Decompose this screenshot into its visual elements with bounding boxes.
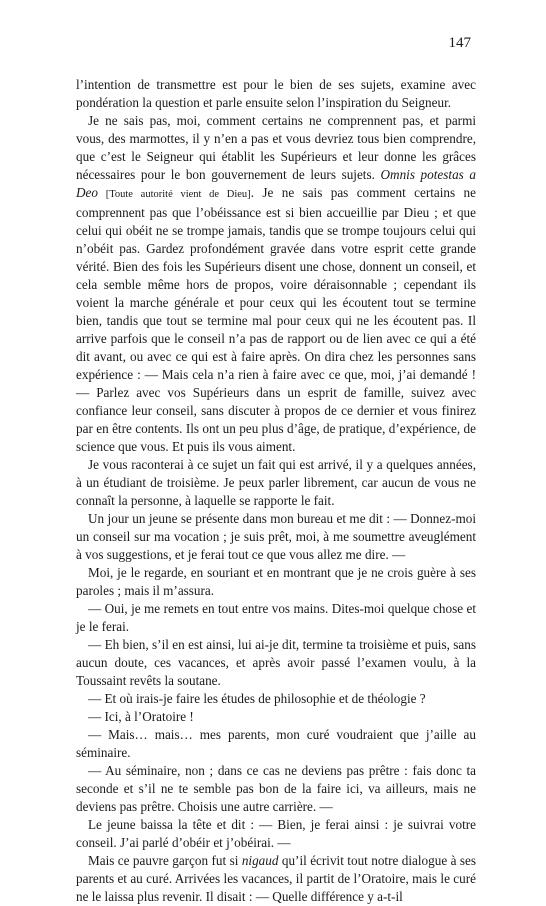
dialogue-line: — Et où irais-je faire les études de philosophie et de théologie ? bbox=[88, 691, 426, 706]
page-number: 147 bbox=[448, 35, 471, 51]
dialogue-line: — Ici, à l’Oratoire ! bbox=[88, 709, 194, 724]
paragraph bbox=[76, 852, 476, 906]
dialogue-line: — Au séminaire, non ; dans ce cas ne deviens pas prêtre : fais donc ta seconde et s’il ne te semble pas bon de la faire ici, va ailleurs, mais ne deviens pas prêtre. Choisis une autre carrière. — bbox=[76, 763, 476, 814]
paragraph: Moi, je le regarde, en souriant et en montrant que je ne crois guère à ses paroles ; mais il m’assura. bbox=[76, 565, 476, 598]
paragraph: Un jour un jeune se présente dans mon bureau et me dit : — Donnez-moi un conseil sur ma vocation ; je suis prêt, moi, à me soumettre aveuglément à vos suggestions, et je ferai tout ce que vous allez me dire. — bbox=[76, 511, 476, 562]
dialogue-line: — Oui, je me remets en tout entre vos mains. Dites-moi quelque chose et je le ferai. bbox=[76, 601, 476, 634]
italic-word: nigaud bbox=[241, 853, 279, 868]
paragraph: Je vous raconterai à ce sujet un fait qui est arrivé, il y a quelques années, à un étudiant de troisième. Je peux parler librement, car aucun de vous ne connaît la personne, à laquelle se rapporte le fait. bbox=[76, 457, 476, 508]
dialogue-line: — Eh bien, s’il en est ainsi, lui ai-je dit, termine ta troisième et puis, sans aucun doute, ces vacances, et après avoir passé l’examen voulu, à la Toussaint revêts la soutane. bbox=[76, 637, 476, 688]
latin-quote: Omnis potestas a Deo bbox=[76, 167, 476, 200]
translation-note: [Toute autorité vient de Dieu] bbox=[97, 189, 251, 200]
paragraph bbox=[76, 112, 476, 456]
paragraph-text: qu’il écrivit tout notre dialogue à ses parents et au curé. Arrivées les vacances, il partit de l’Oratoire, mais le curé ne le laissa plus revenir. Il disait : — Quelle différence y a-t-il bbox=[76, 853, 476, 904]
dialogue-line: — Mais… mais… mes parents, mon curé voudraient que j’aille au séminaire. bbox=[76, 727, 476, 760]
paragraph-text: Je ne sais pas, moi, comment certains ne comprennent pas, et parmi vous, des marmottes, il y n’en a pas et vous devriez tous bien comprendre, que c’est le Seigneur qui établit les Supérieurs et leur donne les grâces nécessaires pour le bon gouvernement de leurs sujets. bbox=[76, 113, 476, 182]
paragraph: Le jeune baissa la tête et dit : — Bien, je ferai ainsi : je suivrai votre conseil. J’ai parlé d’obéir et j’obéirai. — bbox=[76, 817, 476, 850]
paragraph-text: . Je ne sais pas comment certains ne comprennent pas que l’obéissance est si bien accueillie par Dieu ; et que celui qui obéit ne se trompe jamais, tandis que se trompe toujours celui qui n’obéit pas. Gardez profondément gravée dans votre esprit cette grande vérité. Bien des fois les Supérieurs disent une chose, donnent un conseil, et cela semble même hors de propos, voire déraisonnable ; cependant ils voient la marche générale et pour ceux qui les écoutent tout se termine bien, tandis que tout se termine mal pour ceux qui ne les écoutent pas. Il arrive parfois que le conseil n’a pas de rapport ou de lien avec ce qui a été dit avant, ou avec ce qui est à faire après. On dira chez les personnes sans expérience : — Mais cela n’a rien à faire avec ce que, moi, j’ai demandé ! — Parlez avec vos Supérieurs dans un esprit de famille, suivez avec confiance leur conseil, sans discuter à propos de ce dernier et vous finirez par en être contents. Ils ont un peu plus d’âge, de pratique, d’expérience, de science que vous. Et puis ils vous aiment. bbox=[76, 185, 476, 454]
paragraph: l’intention de transmettre est pour le bien de ses sujets, examine avec pondération la question et parle ensuite selon l’inspiration du Seigneur. bbox=[76, 77, 476, 110]
body-text bbox=[76, 76, 476, 906]
paragraph-text: Mais ce pauvre garçon fut si bbox=[88, 853, 242, 868]
